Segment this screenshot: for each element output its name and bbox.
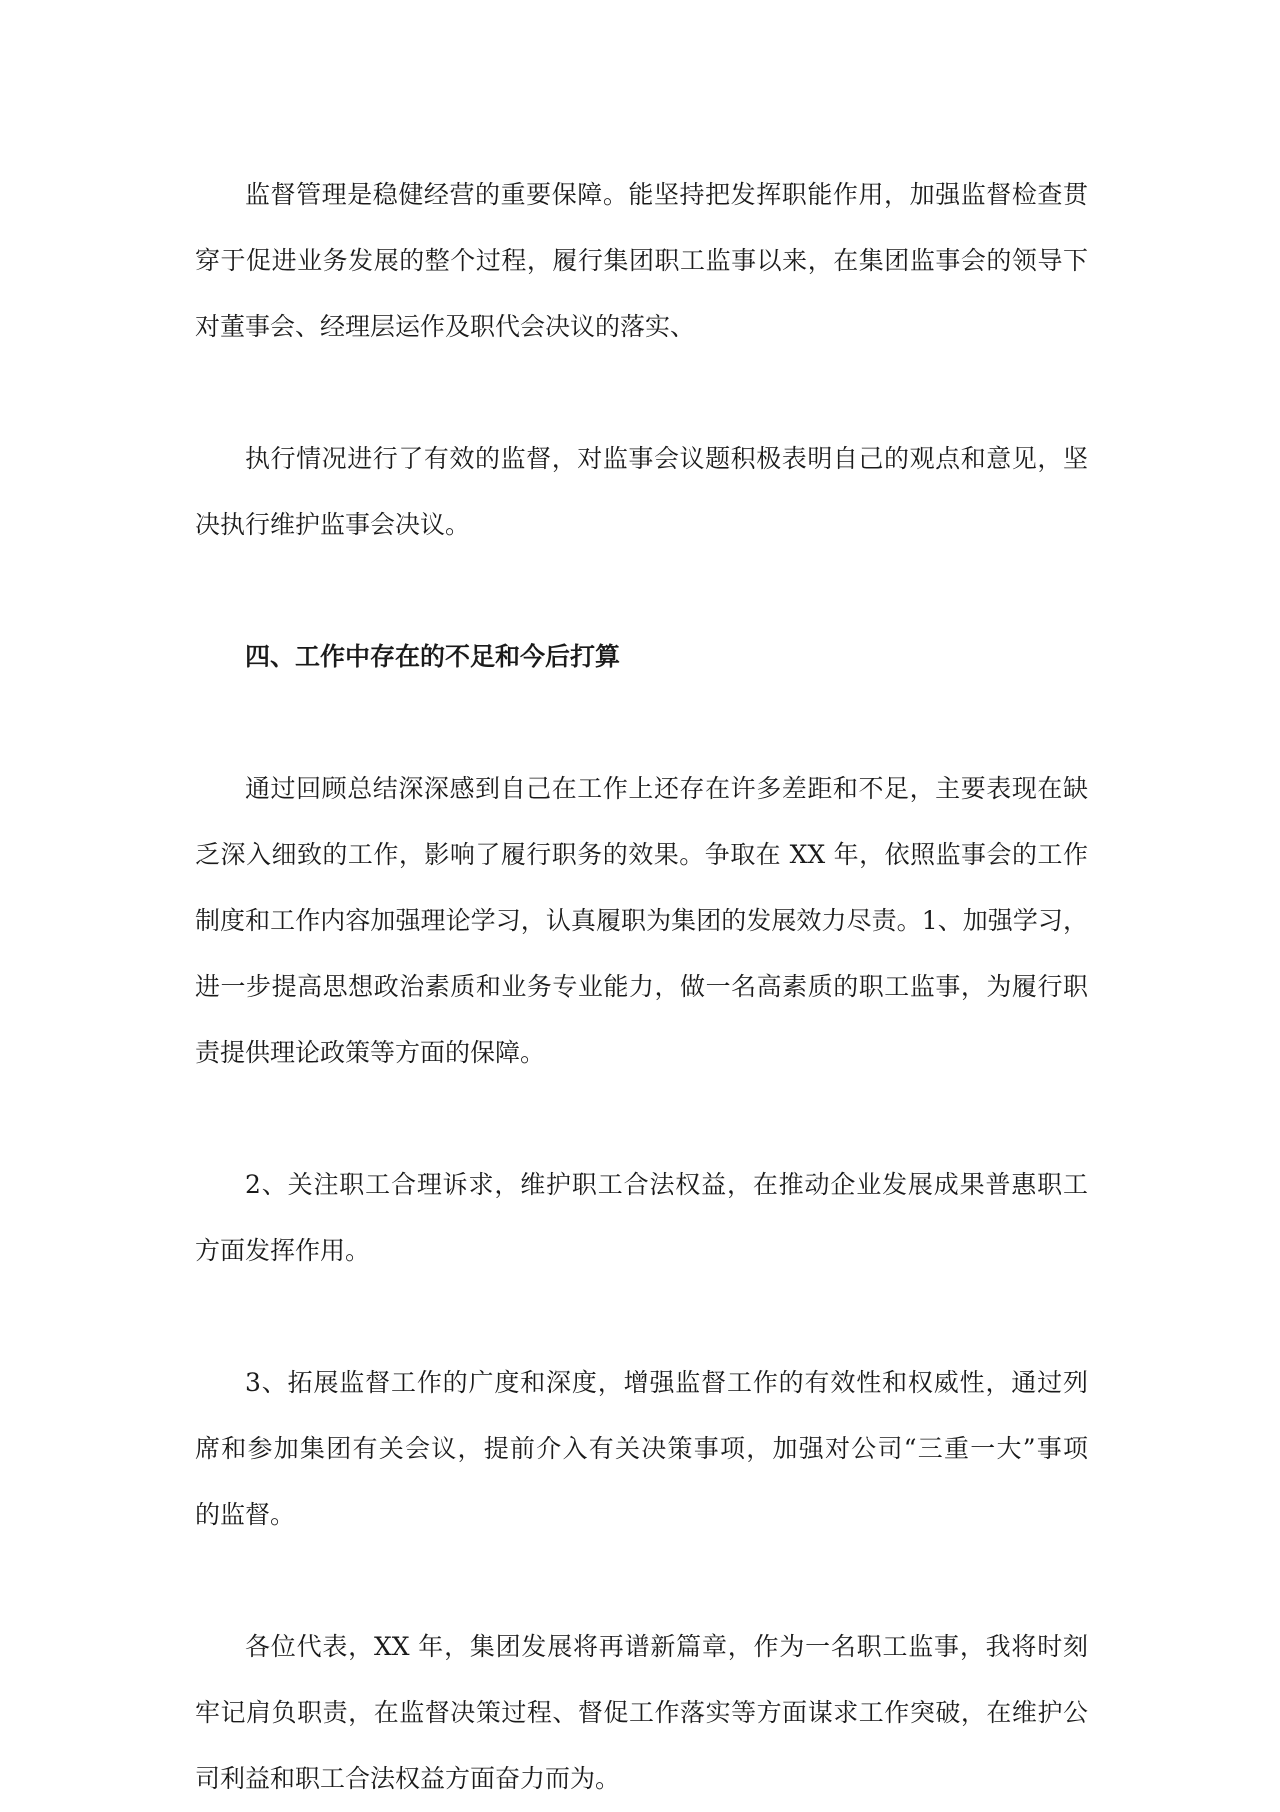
text-line: 进一步提高思想政治素质和业务专业能力，做一名高素质的职工监事，为履行职 — [195, 972, 1088, 1001]
text-line: 监督管理是稳健经营的重要保障。能坚持把发挥职能作用，加强监督检查贯 — [245, 180, 1088, 209]
text-line: 3、拓展监督工作的广度和深度，增强监督工作的有效性和权威性，通过列 — [245, 1368, 1088, 1397]
paragraph-gap — [195, 1548, 1088, 1614]
text-line: 穿于促进业务发展的整个过程，履行集团职工监事以来，在集团监事会的领导下 — [195, 246, 1088, 275]
text-line: 司利益和职工合法权益方面奋力而为。 — [195, 1764, 621, 1793]
body-paragraph — [195, 1614, 1088, 1812]
paragraph-gap — [195, 558, 1088, 624]
body-paragraph — [195, 162, 1088, 360]
paragraph-gap — [195, 1284, 1088, 1350]
body-paragraph — [195, 1350, 1088, 1548]
body-paragraph — [195, 756, 1088, 1086]
text-line: 通过回顾总结深深感到自己在工作上还存在许多差距和不足，主要表现在缺 — [245, 774, 1088, 803]
body-paragraph — [195, 426, 1088, 558]
document-body — [195, 162, 1088, 1812]
section-heading — [195, 624, 1088, 690]
text-line: 决执行维护监事会决议。 — [195, 510, 471, 539]
paragraph-gap — [195, 360, 1088, 426]
text-line: 各位代表，XX 年，集团发展将再谱新篇章，作为一名职工监事，我将时刻 — [245, 1632, 1088, 1661]
paragraph-gap — [195, 690, 1088, 756]
text-line: 对董事会、经理层运作及职代会决议的落实、 — [195, 312, 696, 341]
text-line: 责提供理论政策等方面的保障。 — [195, 1038, 546, 1067]
text-line: 制度和工作内容加强理论学习，认真履职为集团的发展效力尽责。1、加强学习， — [195, 906, 1088, 935]
body-paragraph — [195, 1152, 1088, 1284]
text-line: 执行情况进行了有效的监督，对监事会议题积极表明自己的观点和意见，坚 — [245, 444, 1088, 473]
text-line: 四、工作中存在的不足和今后打算 — [245, 642, 621, 671]
text-line: 席和参加集团有关会议，提前介入有关决策事项，加强对公司“三重一大”事项 — [195, 1434, 1088, 1463]
paragraph-gap — [195, 1086, 1088, 1152]
text-line: 2、关注职工合理诉求，维护职工合法权益，在推动企业发展成果普惠职工 — [245, 1170, 1088, 1199]
text-line: 乏深入细致的工作，影响了履行职务的效果。争取在 XX 年，依照监事会的工作 — [195, 840, 1088, 869]
text-line: 方面发挥作用。 — [195, 1236, 371, 1265]
text-line: 牢记肩负职责，在监督决策过程、督促工作落实等方面谋求工作突破，在维护公 — [195, 1698, 1088, 1727]
text-line: 的监督。 — [195, 1500, 296, 1529]
